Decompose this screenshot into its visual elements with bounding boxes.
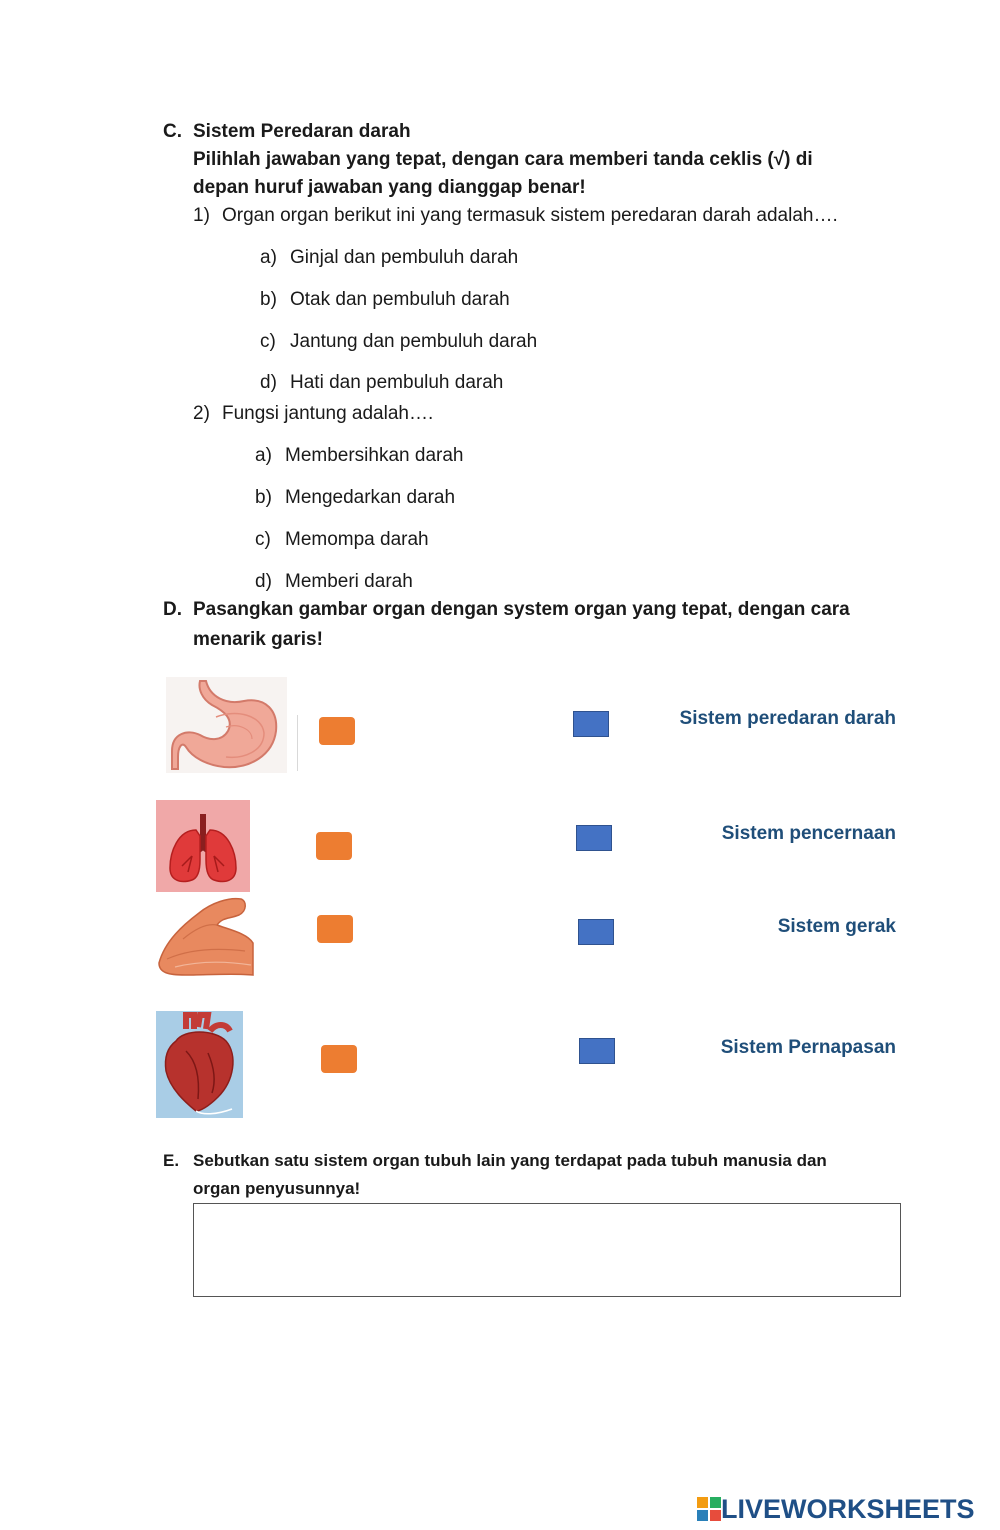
system-label-pencernaan: Sistem pencernaan — [721, 823, 896, 844]
section-c-title: Sistem Peredaran darah — [193, 121, 411, 142]
question-1-text: Organ organ berikut ini yang termasuk sistem peredaran darah adalah…. — [222, 205, 838, 226]
q2-option-a-text: Membersihkan darah — [285, 445, 464, 466]
section-e-instruction-line2: organ penyusunnya! — [193, 1179, 361, 1198]
q1-option-a-letter[interactable]: a) — [260, 247, 277, 268]
q2-option-c-text: Memompa darah — [285, 529, 429, 550]
question-1-number: 1) — [193, 205, 210, 226]
q2-option-b-text: Mengedarkan darah — [285, 487, 456, 508]
liveworksheets-logo-icon — [697, 1497, 721, 1521]
section-e-letter: E. — [163, 1151, 180, 1170]
q2-option-c-letter[interactable]: c) — [255, 529, 271, 550]
stomach-image-divider — [297, 715, 298, 771]
heart-image — [156, 1011, 243, 1118]
liveworksheets-logo-text: LIVEWORKSHEETS — [721, 1493, 975, 1524]
section-c-instruction-line1: Pilihlah jawaban yang tepat, dengan cara memberi tanda ceklis (√) di — [193, 149, 813, 170]
match-left-point-heart[interactable] — [321, 1045, 357, 1073]
liveworksheets-logo[interactable] — [697, 1492, 975, 1526]
match-left-point-lungs[interactable] — [316, 832, 352, 860]
q2-option-b-letter[interactable]: b) — [255, 487, 272, 508]
lungs-image — [156, 800, 250, 892]
q1-option-c-text: Jantung dan pembuluh darah — [290, 331, 538, 352]
q1-option-b-text: Otak dan pembuluh darah — [290, 289, 510, 310]
system-label-gerak: Sistem gerak — [777, 916, 896, 937]
question-2-number: 2) — [193, 403, 210, 424]
system-label-pernapasan: Sistem Pernapasan — [720, 1037, 896, 1058]
system-label-peredaran-darah: Sistem peredaran darah — [679, 708, 896, 729]
question-2-text: Fungsi jantung adalah…. — [222, 403, 434, 424]
q2-option-a-letter[interactable]: a) — [255, 445, 272, 466]
section-c-instruction-line2: depan huruf jawaban yang dianggap benar! — [193, 177, 586, 198]
section-d-instruction-line1: Pasangkan gambar organ dengan system organ yang tepat, dengan cara — [193, 599, 850, 620]
match-right-point-pencernaan[interactable] — [576, 825, 612, 851]
stomach-image — [166, 677, 287, 773]
q1-option-d-text: Hati dan pembuluh darah — [290, 372, 504, 393]
q1-option-a-text: Ginjal dan pembuluh darah — [290, 247, 519, 268]
section-d-instruction-line2: menarik garis! — [193, 629, 323, 650]
section-d-letter: D. — [163, 599, 182, 620]
section-e-instruction-line1: Sebutkan satu sistem organ tubuh lain yang terdapat pada tubuh manusia dan — [193, 1151, 827, 1170]
match-left-point-stomach[interactable] — [319, 717, 355, 745]
q1-option-d-letter[interactable]: d) — [260, 372, 277, 393]
arm-muscle-image — [155, 895, 256, 977]
section-e-answer-input[interactable] — [193, 1203, 901, 1297]
q1-option-b-letter[interactable]: b) — [260, 289, 277, 310]
match-right-point-peredaran[interactable] — [573, 711, 609, 737]
q2-option-d-letter[interactable]: d) — [255, 571, 272, 592]
match-right-point-pernapasan[interactable] — [579, 1038, 615, 1064]
match-left-point-arm[interactable] — [317, 915, 353, 943]
q1-option-c-letter[interactable]: c) — [260, 331, 276, 352]
q2-option-d-text: Memberi darah — [285, 571, 413, 592]
section-c-letter: C. — [163, 121, 182, 142]
match-right-point-gerak[interactable] — [578, 919, 614, 945]
